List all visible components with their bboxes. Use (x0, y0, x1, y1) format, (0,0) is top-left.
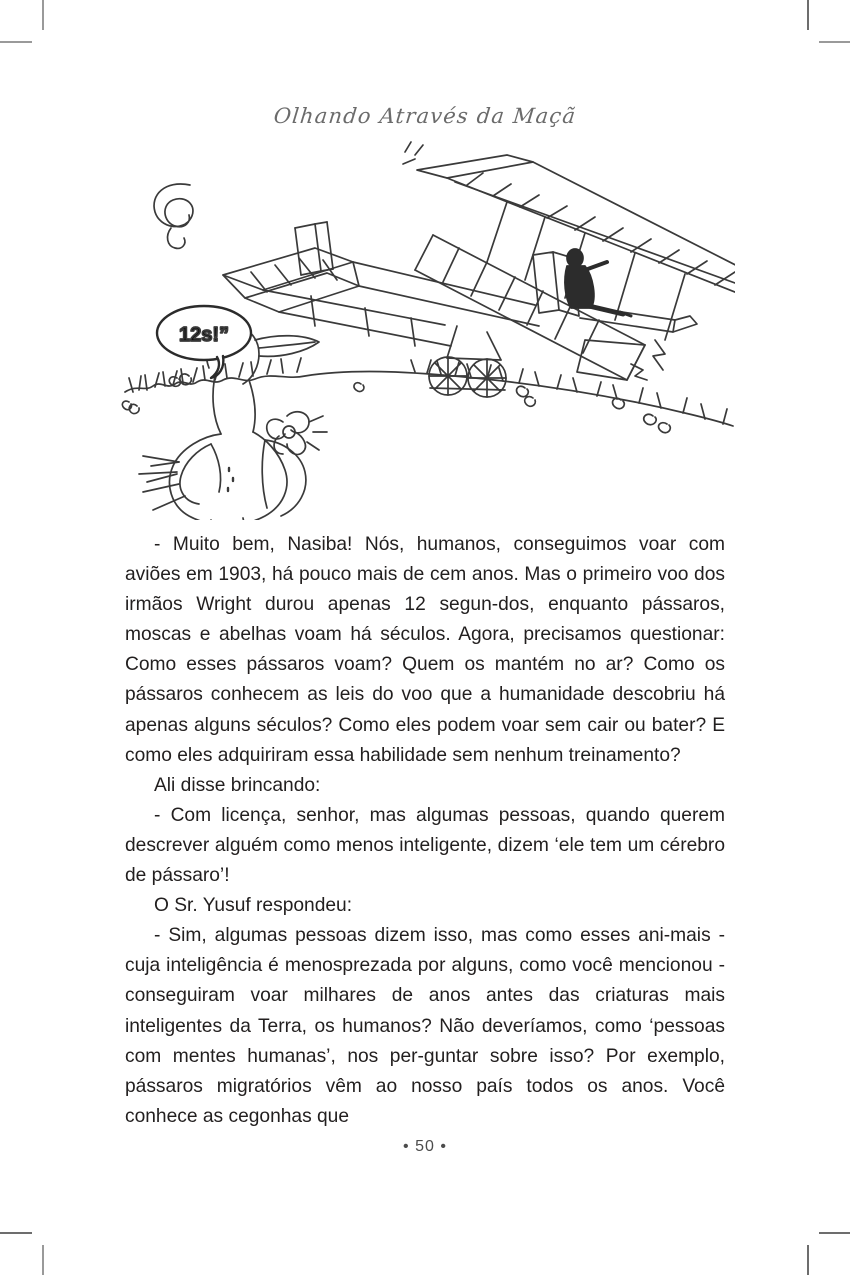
crop-mark-top-right-horizontal (819, 41, 850, 43)
speech-bubble-text: 12s!” (178, 324, 230, 346)
crop-mark-bottom-right-vertical (807, 1245, 809, 1275)
book-page (125, 0, 725, 1275)
paragraph-1: - Muito bem, Nasiba! Nós, humanos, conseguimos voar com aviões em 1903, há pouco mais de cem anos. Mas o primeiro voo dos irmãos Wright durou apenas 12 segun-dos, enquanto pássaros, moscas e abelhas voam há séculos. Agora, precisamos questionar: Como esses pássaros voam? Quem os mantém no ar? Como os pássaros conhecem as leis do voo que a humanidade descobriu há apenas alguns séculos? Como eles podem voar sem cair ou bater? E como eles adquiriram essa habilidade sem nenhum treinamento? (125, 534, 725, 766)
paragraph-3: - Com licença, senhor, mas algumas pessoas, quando querem descrever alguém como menos inteligente, dizem ‘ele tem um cérebro de pássaro’! (125, 804, 725, 887)
paragraph-2: Ali disse brincando: (154, 774, 321, 796)
paragraph-4: O Sr. Yusuf respondeu: (154, 895, 353, 917)
impact-marks-icon (631, 340, 665, 380)
chapter-illustration (115, 140, 735, 520)
motion-lines-icon (403, 142, 423, 164)
crop-mark-top-left-horizontal (0, 41, 32, 43)
crop-mark-top-left-vertical (42, 0, 44, 30)
pilot-icon (565, 249, 631, 316)
propeller-swirl-icon (154, 184, 193, 248)
body-text (125, 530, 725, 1132)
crop-mark-bottom-left-vertical (42, 1245, 44, 1275)
crop-mark-top-right-vertical (807, 0, 809, 30)
page-number: • 50 • (403, 1138, 447, 1155)
crop-mark-bottom-left-horizontal (0, 1232, 32, 1234)
crop-mark-bottom-right-horizontal (819, 1232, 850, 1234)
running-head: Olhando Através da Maçã (272, 104, 578, 128)
paragraph-5: - Sim, algumas pessoas dizem isso, mas como esses ani-mais - cuja inteligência é menosprezada por alguns, como você mencionou - conseguiram voar milhares de anos antes das criaturas mais inteligentes da Terra, os humanos? Não deveríamos, como ‘pessoas com mentes humanas’, nos per-guntar sobre isso? Por exemplo, pássaros migratórios vêm ao nosso país todos os anos. Você conhece as cegonhas que (125, 925, 725, 1127)
